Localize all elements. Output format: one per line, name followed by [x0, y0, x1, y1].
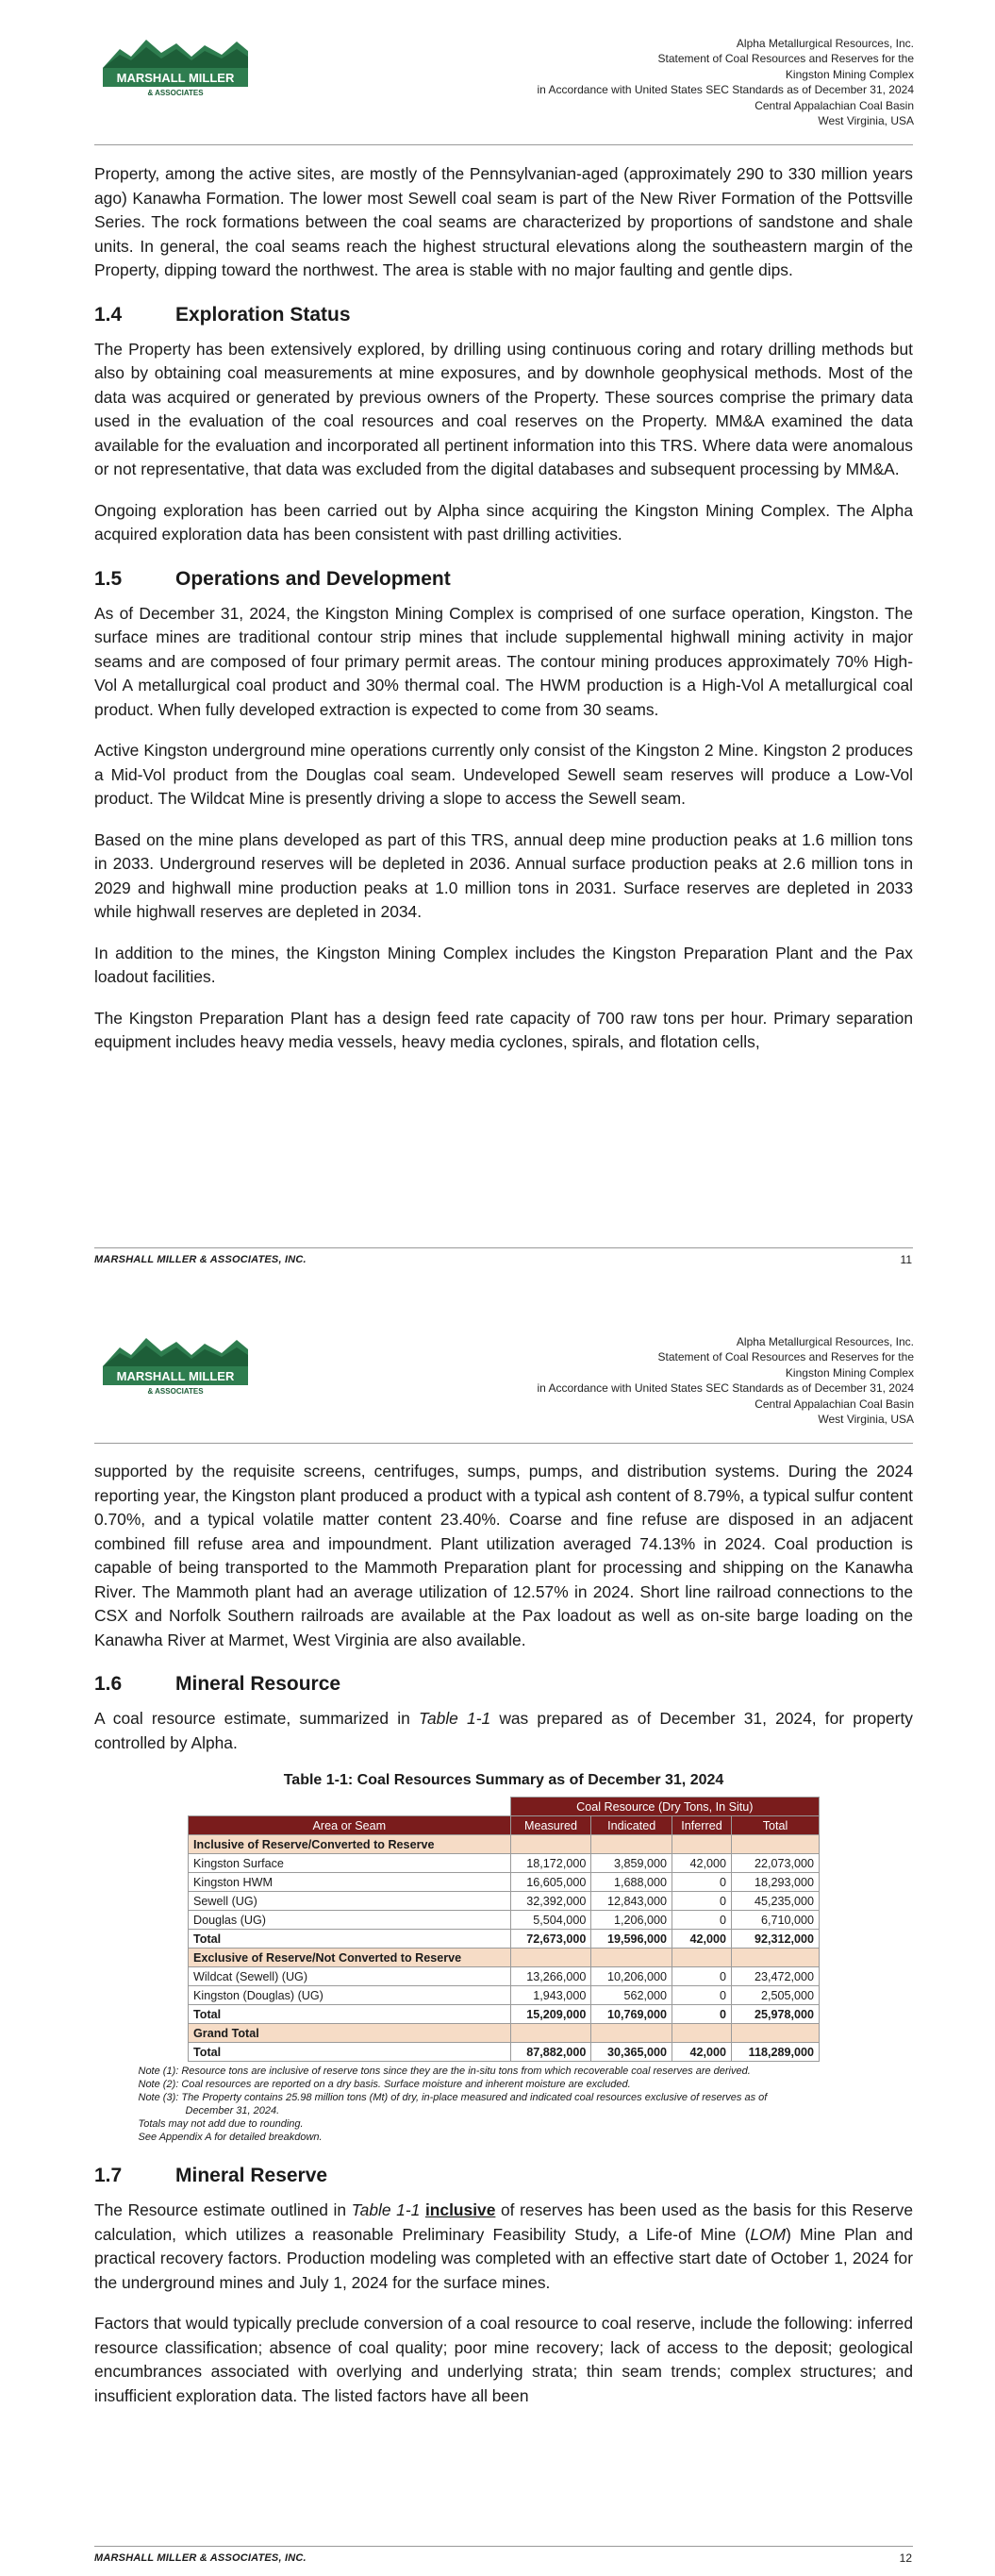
text-run: of reserves has been used as the basis for this Reserve calculation, which utilizes a reasonable Preliminary Feasibility Study, a Life-of Mine (: [94, 2200, 914, 2244]
header-line: Alpha Metallurgical Resources, Inc.: [736, 37, 914, 50]
table-cell: 42,000: [672, 1854, 732, 1873]
table-note: Note (2): Coal resources are reported on a dry basis. Surface moisture and inherent moisture are excluded.: [138, 2079, 631, 2090]
table-cell: 0: [672, 2005, 732, 2024]
total-row: [189, 1930, 820, 1949]
table-cell: Wildcat (Sewell) (UG): [189, 1967, 511, 1986]
section-number: 1.4: [94, 303, 123, 326]
page-header: [0, 0, 995, 151]
text-run: ) Mine Plan and practical recovery factors. Production modeling was completed with an effective start date of October 1, 2024 for the underground mines and July 1, 2024 for the surface mines.: [94, 2224, 913, 2292]
table-row: [189, 1892, 820, 1911]
table-cell: Kingston HWM: [189, 1873, 511, 1892]
table-cell: Total: [189, 2005, 511, 2024]
paragraph: The Kingston Preparation Plant has a design feed rate capacity of 700 raw tons per hour. Primary separation equipment includes heavy media vessels, heavy media cyclones, spirals, and flotation cells,: [94, 1008, 913, 1051]
table-cell: 42,000: [672, 2043, 732, 2062]
coal-resources-table: [188, 1797, 820, 2062]
group-row: [189, 2024, 820, 2043]
table-row: [189, 1873, 820, 1892]
header-line: Alpha Metallurgical Resources, Inc.: [736, 1335, 914, 1348]
section-number: 1.7: [94, 2165, 123, 2186]
page-number: 11: [900, 1253, 912, 1266]
footer-company: MARSHALL MILLER & ASSOCIATES, INC.: [94, 2552, 307, 2564]
group-row: [189, 1949, 820, 1967]
table-cell: Sewell (UG): [189, 1892, 511, 1911]
page-number: 12: [899, 2551, 912, 2565]
table-cell: 1,206,000: [591, 1911, 672, 1930]
table-cell: 12,843,000: [591, 1892, 672, 1911]
section-number: 1.5: [94, 567, 123, 590]
table-cell: 0: [672, 1967, 732, 1986]
group-label: Grand Total: [189, 2024, 511, 2043]
table-cell: 19,596,000: [591, 1930, 672, 1949]
group-label: Exclusive of Reserve/Not Converted to Reserve: [189, 1949, 511, 1967]
table-cell: 45,235,000: [731, 1892, 819, 1911]
svg-text:& ASSOCIATES: & ASSOCIATES: [147, 89, 204, 97]
table-cell: 72,673,000: [510, 1930, 591, 1949]
column-header: Area or Seam: [189, 1816, 511, 1835]
table-cell: 87,882,000: [510, 2043, 591, 2062]
table-cell: 15,209,000: [510, 2005, 591, 2024]
section-heading-1-6: [94, 1673, 913, 1696]
table-note: Totals may not add due to rounding.: [138, 2118, 304, 2130]
table-cell: 0: [672, 1873, 732, 1892]
header-line: West Virginia, USA: [818, 1413, 914, 1427]
header-line: West Virginia, USA: [818, 114, 914, 128]
header-line: in Accordance with United States SEC Standards as of December 31, 2024: [537, 1381, 914, 1396]
lom-abbreviation: LOM: [750, 2224, 787, 2244]
paragraph: [94, 1707, 913, 1755]
table-row: [189, 1986, 820, 2005]
page-12: [0, 1288, 995, 2576]
table-note: See Appendix A for detailed breakdown.: [138, 2132, 323, 2143]
paragraph: The Property has been extensively explored, by drilling using continuous coring and rotary drilling methods but also by obtaining coal measurements at mine exposures, and by downhole geophysical methods. Most of the data was acquired or generated by previous owners of the Property. These sources comprise the primary data used in the evaluation of the coal resources and coal reserves on the Property. MM&A examined the data available for the evaluation and incorporated all pertinent information into this TRS. Where data were anomalous or not representative, that data was excluded from the digital databases and subsequent processing by MM&A.: [94, 339, 913, 478]
table-cell: 32,392,000: [510, 1892, 591, 1911]
text-run: A coal resource estimate, summarized in: [94, 1709, 419, 1728]
section-title: Mineral Resource: [175, 1673, 341, 1695]
table-cell: Kingston (Douglas) (UG): [189, 1986, 511, 2005]
header-text: [537, 1334, 914, 1427]
table-note: December 31, 2024.: [185, 2105, 280, 2116]
section-title: Mineral Reserve: [175, 2165, 328, 2186]
header-rule: [94, 1443, 913, 1444]
svg-text:MARSHALL MILLER: MARSHALL MILLER: [116, 1369, 235, 1383]
table-note: Note (1): Resource tons are inclusive of reserve tons since they are the in-situ tons from which recoverable coal reserves are derived.: [138, 2066, 751, 2077]
company-logo: [99, 1330, 252, 1397]
table-cell: 25,978,000: [731, 2005, 819, 2024]
paragraph: Based on the mine plans developed as part of this TRS, annual deep mine production peaks at 1.6 million tons in 2033. Underground reserves will be depleted in 2036. Annual surface production peaks at 2.6 million tons in 2029 and highwall mine production peaks at 1.0 million tons in 2031. Surface reserves are depleted in 2033 while highwall reserves are depleted in 2034.: [94, 829, 913, 921]
section-heading-1-7: [94, 2165, 913, 2187]
table-title: Table 1-1: Coal Resources Summary as of December 31, 2024: [283, 1772, 724, 1788]
group2-rows: [189, 1967, 820, 2005]
header-line: Central Appalachian Coal Basin: [755, 98, 914, 112]
table-cell: 562,000: [591, 1986, 672, 2005]
column-header: Total: [731, 1816, 819, 1835]
text-run: was prepared as of December 31, 2024, for property controlled by Alpha.: [94, 1709, 913, 1752]
table-cell: 0: [672, 1911, 732, 1930]
table-row: [189, 1967, 820, 1986]
table-cell: Douglas (UG): [189, 1911, 511, 1930]
header-line: Kingston Mining Complex: [785, 67, 914, 81]
svg-text:& ASSOCIATES: & ASSOCIATES: [147, 1387, 204, 1396]
table-cell: 10,206,000: [591, 1967, 672, 1986]
group-label: Inclusive of Reserve/Converted to Reserve: [189, 1835, 511, 1854]
svg-text:MARSHALL MILLER: MARSHALL MILLER: [116, 71, 235, 85]
company-logo: [99, 32, 252, 98]
header-line: Kingston Mining Complex: [785, 1365, 914, 1380]
table-reference: Table 1-1: [351, 2200, 421, 2219]
table-cell: 18,293,000: [731, 1873, 819, 1892]
section-heading-1-4: [94, 304, 913, 326]
header-line: Statement of Coal Resources and Reserves for the: [657, 52, 914, 66]
paragraph: Property, among the active sites, are mostly of the Pennsylvanian-aged (approximately 290 to 330 million years ago) Kanawha Formation. The lower most Sewell coal seam is part of the New River Formation of the Pottsville Series. The rock formations between the coal seams are characterized by proportions of sandstone and shale units. In general, the coal seams reach the highest structural elevations along the southeastern margin of the Property, dipping toward the northwest. The area is stable with no major faulting and gentle dips.: [94, 164, 913, 279]
table-cell: 0: [672, 1986, 732, 2005]
paragraph: Active Kingston underground mine operations currently only consist of the Kingston 2 Mine. Kingston 2 produces a Mid-Vol product from the Douglas coal seam. Undeveloped Sewell seam reserves will produce a Low-Vol product. The Wildcat Mine is presently driving a slope to access the Sewell seam.: [94, 741, 913, 808]
emphasis-inclusive: inclusive: [424, 2200, 496, 2219]
table-cell: 92,312,000: [731, 1930, 819, 1949]
table-cell: 0: [672, 1892, 732, 1911]
group1-rows: [189, 1854, 820, 1930]
footer-rule: [94, 1247, 913, 1248]
grand-total-row: [189, 2043, 820, 2062]
group-row: [189, 1835, 820, 1854]
header-line: Statement of Coal Resources and Reserves for the: [657, 1350, 914, 1364]
table-cell: 13,266,000: [510, 1967, 591, 1986]
section-heading-1-5: [94, 568, 913, 591]
table-cell: 2,505,000: [731, 1986, 819, 2005]
section-title: Exploration Status: [175, 303, 351, 326]
footer-company: MARSHALL MILLER & ASSOCIATES, INC.: [94, 1254, 307, 1265]
text-run: The Resource estimate outlined in: [94, 2200, 352, 2219]
column-header: Inferred: [672, 1816, 732, 1835]
super-header-cell: Coal Resource (Dry Tons, In Situ): [510, 1798, 819, 1816]
paragraph: Factors that would typically preclude conversion of a coal resource to coal reserve, include the following: inferred resource classification; absence of coal quality; poor mine recovery; lack of access to the deposit; geological encumbrances associated with overlying and underlying strata; thin seam trends; complex structures; and insufficient exploration data. The listed factors have all been: [94, 2314, 913, 2405]
table-cell: 3,859,000: [591, 1854, 672, 1873]
table-cell: 18,172,000: [510, 1854, 591, 1873]
header-line: in Accordance with United States SEC Standards as of December 31, 2024: [537, 83, 914, 97]
section-number: 1.6: [94, 1673, 123, 1695]
table-cell: Total: [189, 2043, 511, 2062]
table-cell: 42,000: [672, 1930, 732, 1949]
footer-rule: [94, 2546, 913, 2547]
paragraph: As of December 31, 2024, the Kingston Mining Complex is comprised of one surface operation, Kingston. The surface mines are traditional contour strip mines that include supplemental highwall mining activity in major seams and are composed of four primary permit areas. The contour mining produces approximately 70% High-Vol A metallurgical coal product and 30% thermal coal. The HWM production is a High-Vol A metallurgical coal product. When fully developed extraction is expected to come from 30 seams.: [94, 603, 913, 719]
table-cell: 30,365,000: [591, 2043, 672, 2062]
table-cell: 10,769,000: [591, 2005, 672, 2024]
table-cell: 5,504,000: [510, 1911, 591, 1930]
paragraph: [94, 2199, 913, 2295]
table-reference: Table 1-1: [418, 1709, 491, 1728]
table-header-row: [189, 1816, 820, 1835]
page-body: [94, 1460, 913, 2425]
paragraph: In addition to the mines, the Kingston Mining Complex includes the Kingston Preparation Plant and the Pax loadout facilities.: [94, 943, 913, 986]
column-header: Indicated: [591, 1816, 672, 1835]
table-super-header-row: [189, 1798, 820, 1816]
page-header: [0, 1288, 995, 1439]
page-body: [94, 162, 913, 1072]
table-cell: 16,605,000: [510, 1873, 591, 1892]
paragraph: Ongoing exploration has been carried out by Alpha since acquiring the Kingston Mining Complex. The Alpha acquired exploration data has been consistent with past drilling activities.: [94, 500, 913, 544]
table-cell: Kingston Surface: [189, 1854, 511, 1873]
table-notes: [139, 2065, 870, 2144]
table-cell: 23,472,000: [731, 1967, 819, 1986]
header-text: [537, 36, 914, 128]
total-row: [189, 2005, 820, 2024]
table-cell: 1,943,000: [510, 1986, 591, 2005]
table-note: Note (3): The Property contains 25.98 million tons (Mt) of dry, in-place measured and indicated coal resources exclusive of reserves as of: [138, 2092, 768, 2103]
table-row: [189, 1854, 820, 1873]
table-cell: 22,073,000: [731, 1854, 819, 1873]
table-row: [189, 1911, 820, 1930]
table-cell: 1,688,000: [591, 1873, 672, 1892]
section-title: Operations and Development: [175, 567, 451, 590]
paragraph: supported by the requisite screens, centrifuges, sumps, pumps, and distribution systems. During the 2024 reporting year, the Kingston plant produced a product with a typical ash content of 8.79%, a typical sulfur content 0.70%, and a typical volatile matter content 23.40%. Coarse and fine refuse are disposed in an adjacent combined fill refuse area and impoundment. Plant utilization averaged 74.13% in 2024. Coal production is capable of being transported to the Mammoth Preparation plant for processing and shipping on the Kanawha River. The Mammoth plant had an average utilization of 12.57% in 2024. Short line railroad connections to the CSX and Norfolk Southern railroads are available at the Pax loadout as well as on-site barge loading on the Kanawha River at Marmet, West Virginia are also available.: [94, 1462, 913, 1649]
table-cell: 118,289,000: [731, 2043, 819, 2062]
header-line: Central Appalachian Coal Basin: [755, 1397, 914, 1411]
header-rule: [94, 144, 913, 145]
table-cell: 6,710,000: [731, 1911, 819, 1930]
table-cell: Total: [189, 1930, 511, 1949]
column-header: Measured: [510, 1816, 591, 1835]
